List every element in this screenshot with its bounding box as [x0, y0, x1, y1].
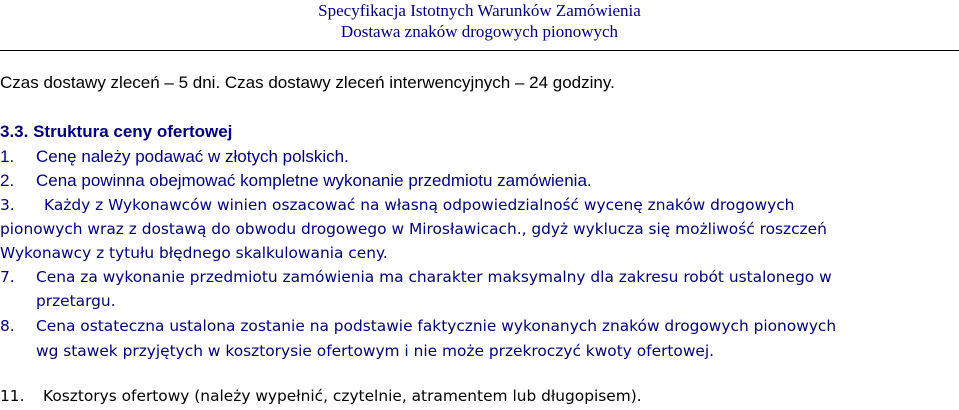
list-item-text-line: Cena ostateczna ustalona zostanie na podstawie faktycznie wykonanych znaków drogowych pionowych	[36, 317, 837, 335]
list-item-text-line: wg stawek przyjętych w kosztorysie ofertowym i nie może przekroczyć kwoty ofertowej.	[36, 342, 715, 360]
list-item-text-line: przetargu.	[36, 292, 116, 310]
section-3-3-heading: 3.3. Struktura ceny ofertowej	[0, 122, 233, 141]
list-item-number: 3.	[0, 196, 15, 214]
section-11-number: 11.	[0, 387, 25, 405]
header-subtitle: Dostawa znaków drogowych pionowych	[340, 22, 619, 41]
header-divider	[0, 50, 959, 51]
list-item-text: Cenę należy podawać w złotych polskich.	[36, 147, 349, 166]
list-item-text-line: Cena za wykonanie przedmiotu zamówienia ma charakter maksymalny dla zakresu robót ustalonego w	[36, 268, 832, 286]
list-item-number: 8.	[0, 317, 15, 335]
section-11-text: Kosztorys ofertowy (należy wypełnić, czytelnie, atramentem lub długopisem).	[43, 387, 642, 405]
delivery-text: Czas dostawy zleceń – 5 dni. Czas dostawy zleceń interwencyjnych – 24 godziny.	[0, 73, 615, 92]
list-item-text-line: Wykonawcy z tytułu błędnego skalkulowania ceny.	[0, 244, 388, 262]
list-item-text-line: Każdy z Wykonawców winien oszacować na własną odpowiedzialność wycenę znaków drogowych	[44, 196, 795, 214]
list-item-number: 7.	[0, 268, 15, 286]
list-item-number: 2.	[0, 171, 15, 190]
header-title: Specyfikacja Istotnych Warunków Zamówienia	[318, 1, 641, 20]
list-item-number: 1.	[0, 147, 15, 166]
list-item-text-line: pionowych wraz z dostawą do obwodu drogowego w Mirosławicach., gdyż wyklucza się możliwość roszczeń	[0, 220, 827, 238]
list-item-text: Cena powinna obejmować kompletne wykonanie przedmiotu zamówienia.	[36, 171, 592, 190]
